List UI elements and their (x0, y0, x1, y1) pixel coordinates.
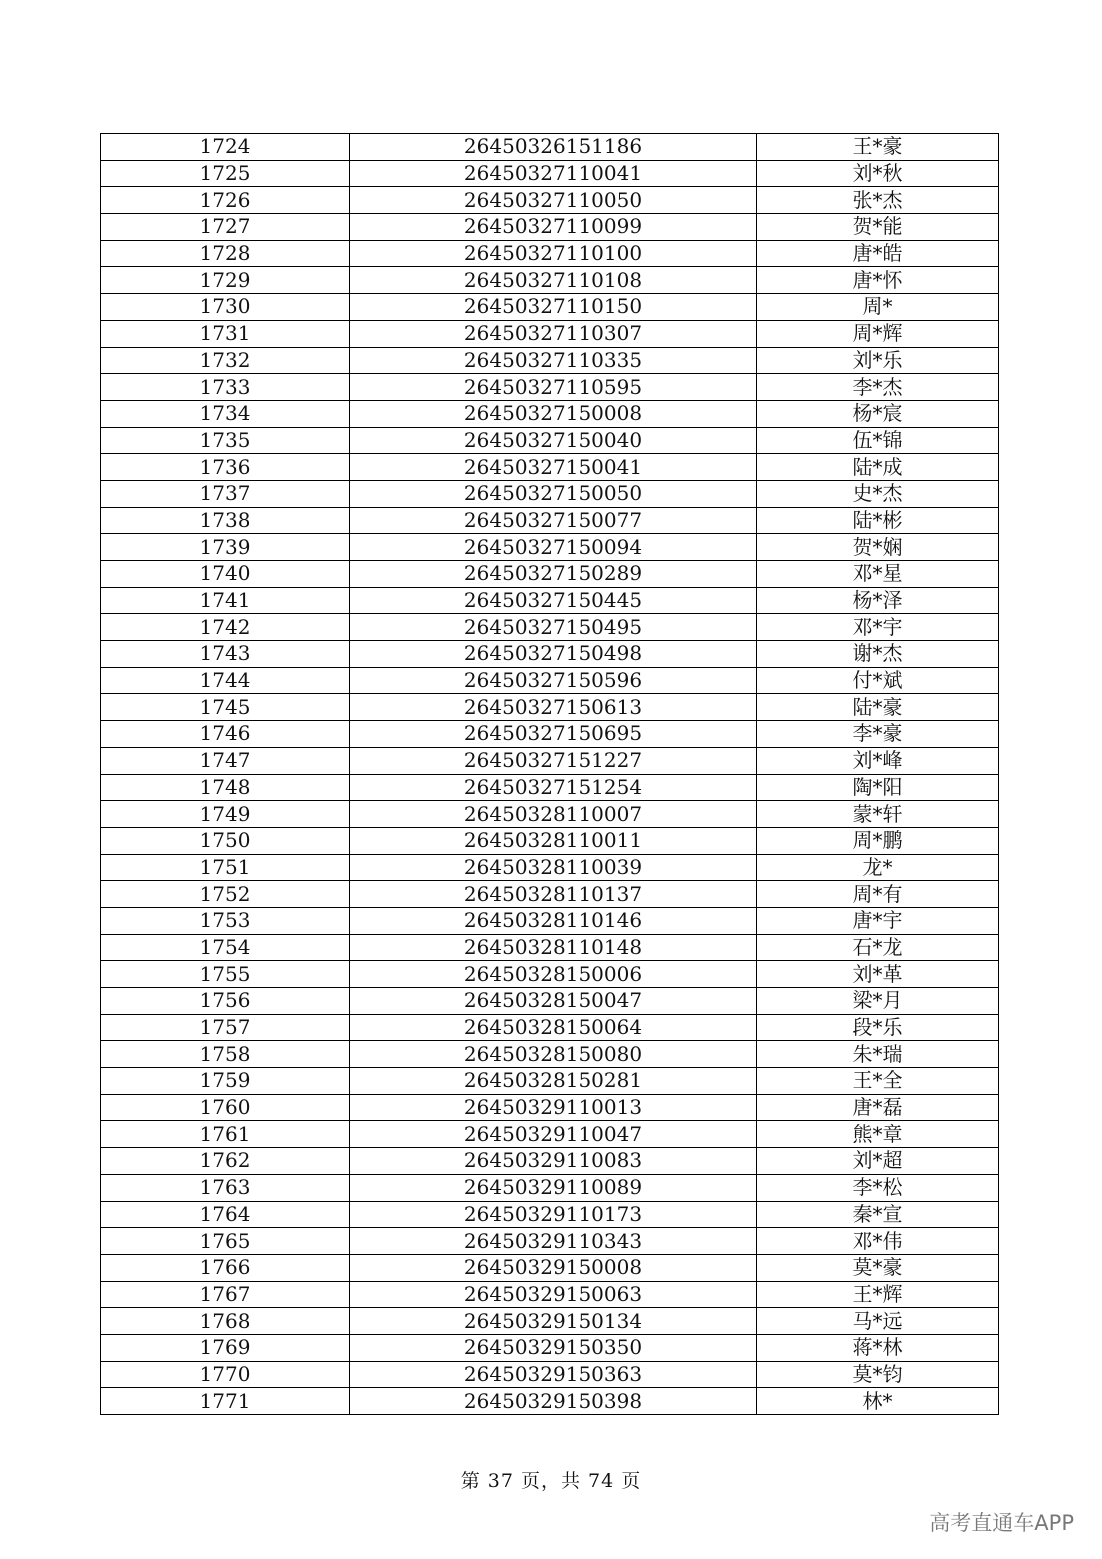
name-cell: 李*松 (757, 1174, 999, 1201)
serial-cell: 1766 (101, 1254, 350, 1281)
exam-id-cell: 26450327150498 (350, 641, 757, 668)
serial-cell: 1727 (101, 214, 350, 241)
name-cell: 唐*磊 (757, 1094, 999, 1121)
name-cell: 贺*能 (757, 214, 999, 241)
exam-id-cell: 26450328150064 (350, 1014, 757, 1041)
name-cell: 伍*锦 (757, 427, 999, 454)
exam-id-cell: 26450327110108 (350, 267, 757, 294)
name-cell: 杨*泽 (757, 587, 999, 614)
table-row (101, 1201, 999, 1228)
name-cell: 林* (757, 1388, 999, 1415)
name-cell: 李*豪 (757, 721, 999, 748)
table-row (101, 614, 999, 641)
exam-id-cell: 26450327110050 (350, 187, 757, 214)
serial-cell: 1757 (101, 1014, 350, 1041)
serial-cell: 1726 (101, 187, 350, 214)
table-row (101, 827, 999, 854)
table-row (101, 1254, 999, 1281)
name-cell: 付*斌 (757, 667, 999, 694)
table-row (101, 1148, 999, 1175)
name-cell: 谢*杰 (757, 641, 999, 668)
name-cell: 龙* (757, 854, 999, 881)
table-row (101, 454, 999, 481)
exam-id-cell: 26450329150134 (350, 1308, 757, 1335)
table-row (101, 561, 999, 588)
serial-cell: 1753 (101, 907, 350, 934)
exam-id-cell: 26450329150363 (350, 1361, 757, 1388)
table-row (101, 1121, 999, 1148)
roster-table (100, 133, 999, 1415)
serial-cell: 1737 (101, 480, 350, 507)
serial-cell: 1743 (101, 641, 350, 668)
exam-id-cell: 26450327150077 (350, 507, 757, 534)
exam-id-cell: 26450327110150 (350, 294, 757, 321)
serial-cell: 1742 (101, 614, 350, 641)
table-row (101, 667, 999, 694)
name-cell: 邓*宇 (757, 614, 999, 641)
serial-cell: 1730 (101, 294, 350, 321)
table-row (101, 907, 999, 934)
name-cell: 邓*星 (757, 561, 999, 588)
table-row (101, 267, 999, 294)
table-row (101, 480, 999, 507)
exam-id-cell: 26450328110146 (350, 907, 757, 934)
name-cell: 陶*阳 (757, 774, 999, 801)
serial-cell: 1760 (101, 1094, 350, 1121)
table-row (101, 1014, 999, 1041)
name-cell: 熊*章 (757, 1121, 999, 1148)
name-cell: 陆*豪 (757, 694, 999, 721)
name-cell: 王*全 (757, 1068, 999, 1095)
exam-id-cell: 26450327110041 (350, 160, 757, 187)
exam-id-cell: 26450327150008 (350, 400, 757, 427)
serial-cell: 1761 (101, 1121, 350, 1148)
serial-cell: 1733 (101, 374, 350, 401)
serial-cell: 1751 (101, 854, 350, 881)
exam-id-cell: 26450329150063 (350, 1281, 757, 1308)
table-row (101, 1068, 999, 1095)
name-cell: 王*辉 (757, 1281, 999, 1308)
exam-id-cell: 26450328110007 (350, 801, 757, 828)
exam-id-cell: 26450329110173 (350, 1201, 757, 1228)
name-cell: 陆*彬 (757, 507, 999, 534)
table-row (101, 347, 999, 374)
serial-cell: 1725 (101, 160, 350, 187)
serial-cell: 1771 (101, 1388, 350, 1415)
serial-cell: 1764 (101, 1201, 350, 1228)
name-cell: 李*杰 (757, 374, 999, 401)
table-row (101, 587, 999, 614)
name-cell: 史*杰 (757, 480, 999, 507)
serial-cell: 1750 (101, 827, 350, 854)
table-row (101, 881, 999, 908)
serial-cell: 1731 (101, 320, 350, 347)
name-cell: 唐*宇 (757, 907, 999, 934)
serial-cell: 1740 (101, 561, 350, 588)
table-row (101, 641, 999, 668)
table-row (101, 1334, 999, 1361)
name-cell: 张*杰 (757, 187, 999, 214)
name-cell: 刘*峰 (757, 747, 999, 774)
table-row (101, 854, 999, 881)
table-row (101, 1388, 999, 1415)
serial-cell: 1729 (101, 267, 350, 294)
table-row (101, 1094, 999, 1121)
table-row (101, 1228, 999, 1255)
name-cell: 秦*宣 (757, 1201, 999, 1228)
exam-id-cell: 26450328110011 (350, 827, 757, 854)
exam-id-cell: 26450327150041 (350, 454, 757, 481)
name-cell: 马*远 (757, 1308, 999, 1335)
name-cell: 刘*革 (757, 961, 999, 988)
name-cell: 梁*月 (757, 988, 999, 1015)
table-row (101, 774, 999, 801)
exam-id-cell: 26450327110100 (350, 240, 757, 267)
serial-cell: 1741 (101, 587, 350, 614)
serial-cell: 1734 (101, 400, 350, 427)
table-row (101, 747, 999, 774)
name-cell: 唐*怀 (757, 267, 999, 294)
serial-cell: 1763 (101, 1174, 350, 1201)
name-cell: 邓*伟 (757, 1228, 999, 1255)
name-cell: 周*鹏 (757, 827, 999, 854)
exam-id-cell: 26450327150495 (350, 614, 757, 641)
exam-id-cell: 26450327150050 (350, 480, 757, 507)
exam-id-cell: 26450327150613 (350, 694, 757, 721)
table-row (101, 801, 999, 828)
serial-cell: 1746 (101, 721, 350, 748)
serial-cell: 1765 (101, 1228, 350, 1255)
serial-cell: 1756 (101, 988, 350, 1015)
serial-cell: 1747 (101, 747, 350, 774)
serial-cell: 1736 (101, 454, 350, 481)
exam-id-cell: 26450329150008 (350, 1254, 757, 1281)
serial-cell: 1752 (101, 881, 350, 908)
table-row (101, 240, 999, 267)
exam-id-cell: 26450329110047 (350, 1121, 757, 1148)
table-row (101, 721, 999, 748)
name-cell: 刘*超 (757, 1148, 999, 1175)
table-row (101, 534, 999, 561)
serial-cell: 1724 (101, 134, 350, 161)
serial-cell: 1728 (101, 240, 350, 267)
name-cell: 刘*秋 (757, 160, 999, 187)
table-row (101, 187, 999, 214)
roster-table-body (101, 134, 999, 1415)
table-row (101, 988, 999, 1015)
name-cell: 莫*钧 (757, 1361, 999, 1388)
serial-cell: 1768 (101, 1308, 350, 1335)
table-row (101, 1308, 999, 1335)
serial-cell: 1749 (101, 801, 350, 828)
table-row (101, 934, 999, 961)
exam-id-cell: 26450328110137 (350, 881, 757, 908)
serial-cell: 1748 (101, 774, 350, 801)
exam-id-cell: 26450329110089 (350, 1174, 757, 1201)
table-row (101, 214, 999, 241)
table-row (101, 427, 999, 454)
name-cell: 蒙*轩 (757, 801, 999, 828)
exam-id-cell: 26450328150080 (350, 1041, 757, 1068)
serial-cell: 1732 (101, 347, 350, 374)
table-row (101, 134, 999, 161)
table-row (101, 374, 999, 401)
exam-id-cell: 26450329110013 (350, 1094, 757, 1121)
name-cell: 周*有 (757, 881, 999, 908)
name-cell: 朱*瑞 (757, 1041, 999, 1068)
exam-id-cell: 26450327110595 (350, 374, 757, 401)
exam-id-cell: 26450327150040 (350, 427, 757, 454)
exam-id-cell: 26450327150596 (350, 667, 757, 694)
exam-id-cell: 26450327150289 (350, 561, 757, 588)
watermark: 高考直通车APP (929, 1511, 1074, 1535)
serial-cell: 1755 (101, 961, 350, 988)
name-cell: 唐*皓 (757, 240, 999, 267)
serial-cell: 1762 (101, 1148, 350, 1175)
name-cell: 莫*豪 (757, 1254, 999, 1281)
serial-cell: 1754 (101, 934, 350, 961)
exam-id-cell: 26450329110083 (350, 1148, 757, 1175)
exam-id-cell: 26450327150445 (350, 587, 757, 614)
exam-id-cell: 26450328150006 (350, 961, 757, 988)
serial-cell: 1745 (101, 694, 350, 721)
table-row (101, 961, 999, 988)
name-cell: 周*辉 (757, 320, 999, 347)
table-row (101, 160, 999, 187)
exam-id-cell: 26450327151227 (350, 747, 757, 774)
name-cell: 石*龙 (757, 934, 999, 961)
serial-cell: 1738 (101, 507, 350, 534)
exam-id-cell: 26450328110148 (350, 934, 757, 961)
serial-cell: 1744 (101, 667, 350, 694)
table-row (101, 1281, 999, 1308)
exam-id-cell: 26450327110307 (350, 320, 757, 347)
serial-cell: 1758 (101, 1041, 350, 1068)
serial-cell: 1735 (101, 427, 350, 454)
serial-cell: 1767 (101, 1281, 350, 1308)
serial-cell: 1759 (101, 1068, 350, 1095)
name-cell: 段*乐 (757, 1014, 999, 1041)
serial-cell: 1770 (101, 1361, 350, 1388)
exam-id-cell: 26450328150281 (350, 1068, 757, 1095)
name-cell: 蒋*林 (757, 1334, 999, 1361)
name-cell: 王*豪 (757, 134, 999, 161)
exam-id-cell: 26450328110039 (350, 854, 757, 881)
exam-id-cell: 26450328150047 (350, 988, 757, 1015)
exam-id-cell: 26450329150398 (350, 1388, 757, 1415)
exam-id-cell: 26450327150094 (350, 534, 757, 561)
exam-id-cell: 26450327110099 (350, 214, 757, 241)
table-row (101, 320, 999, 347)
table-row (101, 1174, 999, 1201)
table-row (101, 1041, 999, 1068)
name-cell: 陆*成 (757, 454, 999, 481)
table-row (101, 507, 999, 534)
exam-id-cell: 26450329150350 (350, 1334, 757, 1361)
name-cell: 杨*宸 (757, 400, 999, 427)
name-cell: 刘*乐 (757, 347, 999, 374)
exam-id-cell: 26450327150695 (350, 721, 757, 748)
table-row (101, 1361, 999, 1388)
table-row (101, 694, 999, 721)
serial-cell: 1739 (101, 534, 350, 561)
table-row (101, 400, 999, 427)
exam-id-cell: 26450329110343 (350, 1228, 757, 1255)
exam-id-cell: 26450326151186 (350, 134, 757, 161)
name-cell: 贺*娴 (757, 534, 999, 561)
table-row (101, 294, 999, 321)
exam-id-cell: 26450327110335 (350, 347, 757, 374)
page-footer: 第 37 页，共 74 页 (460, 1470, 642, 1492)
name-cell: 周* (757, 294, 999, 321)
exam-id-cell: 26450327151254 (350, 774, 757, 801)
serial-cell: 1769 (101, 1334, 350, 1361)
